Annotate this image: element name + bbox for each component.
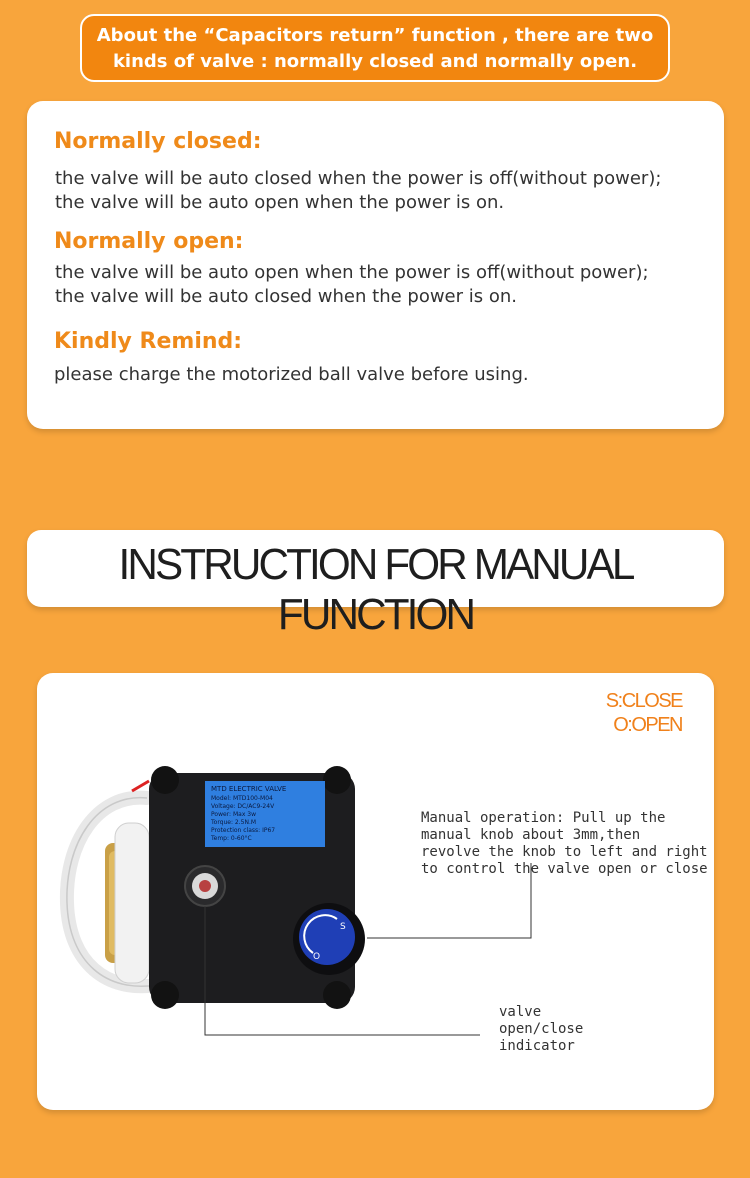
instruction-title-card — [27, 530, 724, 639]
indicator-line-1: valve — [499, 1004, 542, 1020]
normally-open-line-2: the valve will be auto closed when the power is on. — [55, 286, 517, 307]
mount-ear-tr — [323, 766, 351, 794]
legend-open: O:OPEN — [613, 714, 682, 736]
indicator-light — [199, 880, 211, 892]
intro-banner — [80, 14, 670, 82]
manual-operation-callout — [421, 810, 708, 878]
kindly-remind-text — [54, 363, 529, 387]
banner-line-2: kinds of valve : normally closed and normally open. — [112, 51, 638, 72]
manual-knob[interactable] — [299, 909, 355, 965]
red-wire — [132, 781, 149, 791]
label-model: Model: MTD100-M04 — [211, 795, 273, 802]
indicator-line-2: open/close — [499, 1021, 584, 1037]
label-title: MTD ELECTRIC VALVE — [211, 785, 287, 793]
kindly-remind-heading: Kindly Remind: — [54, 329, 243, 354]
normally-closed-line-2: the valve will be auto open when the power is on. — [55, 192, 505, 213]
mount-ear-tl — [151, 766, 179, 794]
kindly-remind-line-1: please charge the motorized ball valve before using. — [54, 364, 529, 385]
manual-line-3: revolve the knob to left and right — [421, 844, 708, 860]
label-power: Power: Max 3w — [211, 811, 256, 818]
manual-line-4: to control the valve open or close — [421, 861, 708, 877]
banner-line-1: About the “Capacitors return” function , there are two — [96, 25, 654, 46]
normally-closed-heading: Normally closed: — [54, 129, 262, 154]
normally-open-text — [55, 261, 649, 309]
normally-open-heading: Normally open: — [54, 229, 244, 254]
legend-close: S:CLOSE — [605, 690, 682, 712]
manual-line-1: Manual operation: Pull up the — [421, 810, 666, 826]
instruction-title: INSTRUCTION FOR MANUAL FUNCTION — [118, 540, 633, 639]
normally-closed-text — [55, 167, 661, 215]
indicator-callout — [499, 1004, 583, 1055]
pipe — [115, 823, 149, 983]
knob-s-mark-icon: S — [340, 922, 346, 932]
label-torque: Torque: 2.5N.M — [211, 819, 257, 826]
valve-types-card — [27, 101, 724, 429]
valve-illustration — [37, 673, 714, 1110]
label-temp: Temp: 0-60°C — [211, 835, 252, 842]
label-voltage: Voltage: DC/AC9-24V — [211, 803, 275, 810]
mount-ear-bl — [151, 981, 179, 1009]
manual-function-card — [37, 673, 714, 1110]
knob-o-mark-icon: O — [313, 952, 321, 962]
label-protection: Protection class: IP67 — [211, 827, 276, 834]
manual-line-2: manual knob about 3mm,then — [421, 827, 641, 843]
normally-closed-line-1: the valve will be auto closed when the power is off(without power); — [55, 168, 662, 189]
normally-open-line-1: the valve will be auto open when the power is off(without power); — [55, 262, 649, 283]
indicator-line-3: indicator — [499, 1038, 575, 1054]
mount-ear-br — [323, 981, 351, 1009]
